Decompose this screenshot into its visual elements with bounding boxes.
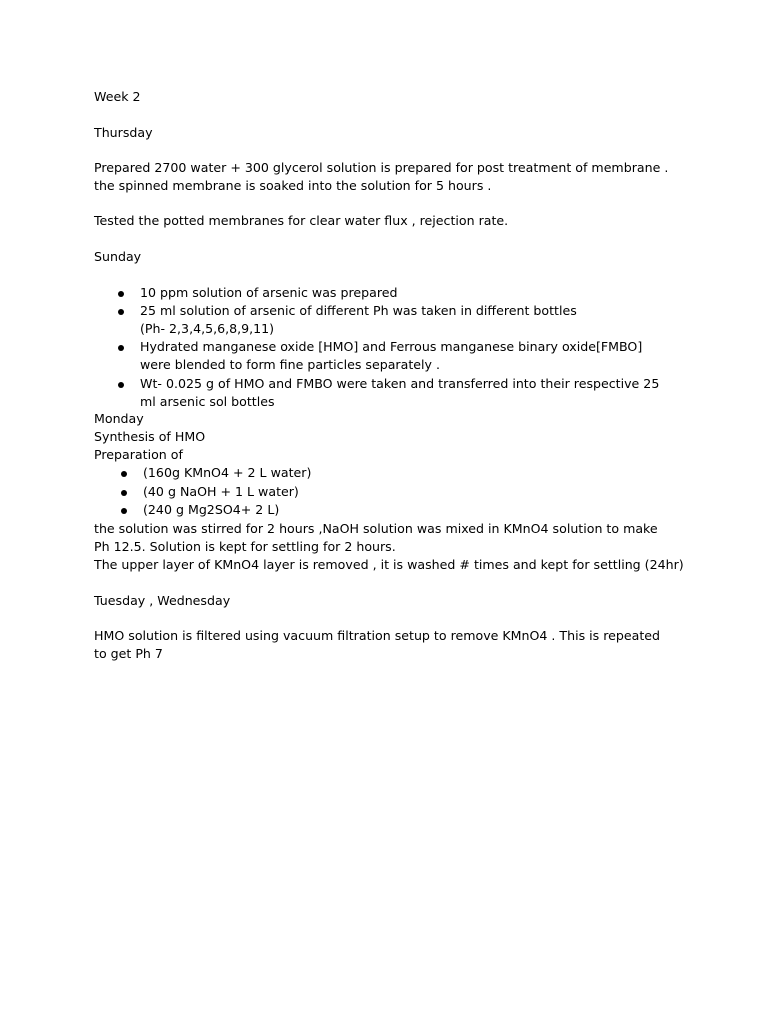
bullet-icon: [118, 291, 124, 297]
bullet-icon: [121, 490, 127, 496]
bullet-icon: [118, 345, 124, 351]
bullet-icon: [121, 508, 127, 514]
monday-paragraph-line-2: Ph 12.5. Solution is kept for settling for 2 hours.: [94, 539, 396, 554]
bullet-icon: [118, 382, 124, 388]
tuesday-paragraph-line-2: to get Ph 7: [94, 646, 163, 661]
tuesday-paragraph-line-1: HMO solution is filtered using vacuum filtration setup to remove KMnO4 . This is repeated: [94, 628, 661, 643]
sunday-item-3-line-2: were blended to form fine particles separately .: [140, 357, 440, 372]
bullet-icon: [118, 309, 124, 315]
tuesday-wednesday-heading: Tuesday , Wednesday: [94, 593, 231, 608]
thursday-paragraph-line-1: Prepared 2700 water + 300 glycerol solution is prepared for post treatment of membrane .: [94, 160, 669, 175]
monday-paragraph-line-3: The upper layer of KMnO4 layer is removed , it is washed # times and kept for settling (24hr): [94, 557, 684, 572]
monday-item-2: (40 g NaOH + 1 L water): [143, 484, 299, 499]
thursday-heading: Thursday: [94, 125, 153, 140]
sunday-item-3-line-1: Hydrated manganese oxide [HMO] and Ferrous manganese binary oxide[FMBO]: [140, 339, 643, 354]
monday-item-3: (240 g Mg2SO4+ 2 L): [143, 502, 280, 517]
week-heading: Week 2: [94, 89, 141, 104]
bullet-icon: [121, 471, 127, 477]
sunday-item-2-line-1: 25 ml solution of arsenic of different Ph was taken in different bottles: [140, 303, 577, 318]
monday-paragraph-line-1: the solution was stirred for 2 hours ,NaOH solution was mixed in KMnO4 solution to make: [94, 521, 658, 536]
sunday-item-2-line-2: (Ph- 2,3,4,5,6,8,9,11): [140, 321, 275, 336]
monday-item-1: (160g KMnO4 + 2 L water): [143, 465, 312, 480]
sunday-item-4-line-1: Wt- 0.025 g of HMO and FMBO were taken and transferred into their respective 25: [140, 376, 660, 391]
sunday-heading: Sunday: [94, 249, 142, 264]
sunday-item-4-line-2: ml arsenic sol bottles: [140, 394, 275, 409]
monday-heading: Monday: [94, 411, 144, 426]
thursday-paragraph-line-2: the spinned membrane is soaked into the solution for 5 hours .: [94, 178, 492, 193]
sunday-item-1-line-1: 10 ppm solution of arsenic was prepared: [140, 285, 398, 300]
thursday-paragraph-2: Tested the potted membranes for clear water flux , rejection rate.: [94, 213, 509, 228]
monday-prep-label: Preparation of: [94, 447, 183, 462]
monday-subheading: Synthesis of HMO: [94, 429, 206, 444]
